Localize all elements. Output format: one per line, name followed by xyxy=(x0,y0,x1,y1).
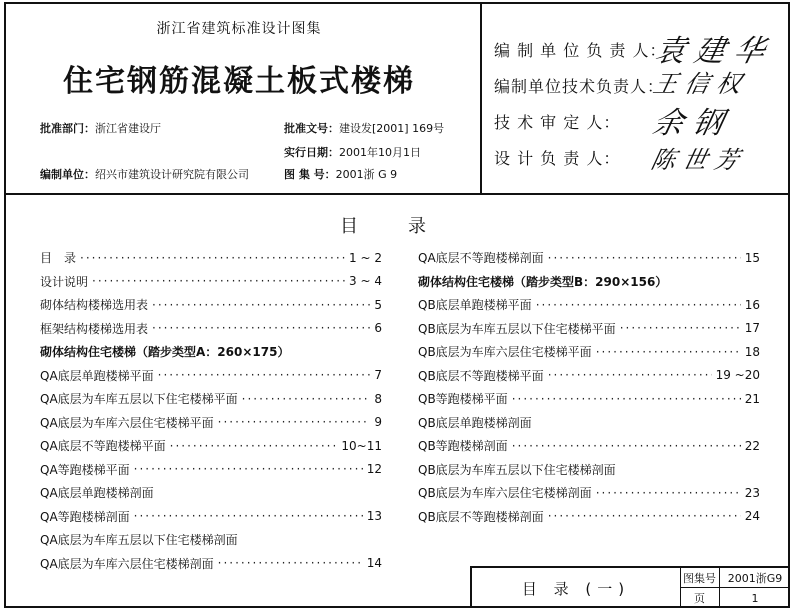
responsible-role: 设 计 负 责 人： xyxy=(494,149,621,168)
toc-right-column xyxy=(418,246,760,528)
toc-leader-dots xyxy=(80,251,345,265)
toc-entry xyxy=(40,411,382,435)
effective-date: 实行日期：2001年10月1日 xyxy=(284,146,421,159)
toc-leader-dots xyxy=(218,556,363,570)
toc-entry xyxy=(418,434,760,458)
atlas-number: 图 集 号：2001浙 G 9 xyxy=(284,168,398,181)
toc-page-number: 21 xyxy=(744,391,760,406)
toc-title: 目 xyxy=(340,216,360,237)
toc-entry xyxy=(40,317,382,341)
toc-page-number: 18 xyxy=(744,344,760,359)
toc-entry xyxy=(40,528,382,552)
toc-leader-dots xyxy=(596,486,741,500)
approval-dept: 批准部门：浙江省建设厅 xyxy=(40,122,161,135)
toc-entry-title: 设计说明 xyxy=(40,274,89,289)
toc-entry xyxy=(40,552,382,576)
toc-page-number: 17 xyxy=(744,321,760,336)
toc-entry-title: QB底层为车库六层住宅楼梯剖面 xyxy=(418,486,592,501)
toc-page-number: 13 xyxy=(366,509,382,524)
toc-entry-title: QB底层不等跑楼梯平面 xyxy=(418,368,544,383)
toc-entry-title: QA底层不等跑楼梯平面 xyxy=(40,439,166,454)
atlas-no-value: 2001浙G9 xyxy=(720,568,790,588)
toc-entry-title: QB底层单跑楼梯平面 xyxy=(418,298,532,313)
toc-leader-dots xyxy=(152,298,370,312)
toc-entry-title: QB等跑楼梯剖面 xyxy=(418,439,508,454)
toc-entry-title: QA底层为车库六层住宅楼梯平面 xyxy=(40,415,214,430)
toc-entry xyxy=(40,364,382,388)
responsible-role: 编 制 单 位 负 责 人： xyxy=(494,41,667,60)
toc-entry xyxy=(40,505,382,529)
toc-entry xyxy=(418,458,760,482)
toc-leader-dots xyxy=(536,298,741,312)
toc-leader-dots xyxy=(548,509,741,523)
toc-entry-title: 目 录 xyxy=(40,251,77,266)
toc-left-column xyxy=(40,246,382,575)
toc-entry-title: QB等跑楼梯平面 xyxy=(418,392,508,407)
signature: 余 钢 xyxy=(649,106,727,141)
toc-entry xyxy=(418,246,760,270)
responsible-role: 编制单位技术负责人： xyxy=(494,77,665,96)
atlas-series-name: 浙江省建筑标准设计图集 xyxy=(156,21,322,37)
toc-leader-dots xyxy=(596,345,741,359)
toc-entry-title: QA底层为车库六层住宅楼梯剖面 xyxy=(40,556,214,571)
toc-page-number: 7 xyxy=(374,368,382,383)
signature: 王 信 权 xyxy=(650,70,744,98)
toc-page-number: 19 ~20 xyxy=(715,368,760,383)
toc-entry-title: QA等跑楼梯平面 xyxy=(40,462,130,477)
toc-entry xyxy=(418,317,760,341)
toc-leader-dots xyxy=(134,462,363,476)
signature: 袁 建 华 xyxy=(651,34,769,69)
toc-page-number: 15 xyxy=(744,250,760,265)
toc-entry xyxy=(418,481,760,505)
toc-leader-dots xyxy=(158,368,371,382)
toc-entry-title: QA等跑楼梯剖面 xyxy=(40,509,130,524)
toc-leader-dots xyxy=(242,392,371,406)
toc-entry xyxy=(40,293,382,317)
responsible-role: 技 术 审 定 人： xyxy=(494,113,621,132)
toc-entry xyxy=(418,293,760,317)
toc-page-number: 3 ~ 4 xyxy=(349,274,382,289)
toc-leader-dots xyxy=(170,439,338,453)
toc-entry-title: 框架结构楼梯选用表 xyxy=(40,321,149,336)
toc-entry-title: QB底层为车库六层住宅楼梯平面 xyxy=(418,345,592,360)
toc-leader-dots xyxy=(548,251,741,265)
toc-leader-dots xyxy=(152,321,370,335)
toc-entry xyxy=(40,458,382,482)
toc-entry xyxy=(418,411,760,435)
toc-entry-title: 砌体结构楼梯选用表 xyxy=(40,298,149,313)
toc-page-number: 16 xyxy=(744,297,760,312)
toc-page-number: 23 xyxy=(744,485,760,500)
toc-entry xyxy=(418,364,760,388)
toc-entry xyxy=(418,387,760,411)
toc-leader-dots xyxy=(512,392,741,406)
toc-leader-dots xyxy=(92,274,345,288)
page-number: 1 xyxy=(751,591,759,605)
atlas-title: 住宅钢筋混凝土板式楼梯 xyxy=(63,64,415,99)
toc-section-heading xyxy=(40,340,382,364)
title-block xyxy=(470,566,790,608)
toc-entry xyxy=(40,481,382,505)
toc-title: 录 xyxy=(408,216,426,237)
toc-page-number: 1 ~ 2 xyxy=(349,250,382,265)
atlas-no-label: 图集号 xyxy=(680,568,720,588)
compiler-unit: 编制单位：绍兴市建筑设计研究院有限公司 xyxy=(40,168,249,181)
toc-page-number: 6 xyxy=(374,321,382,336)
toc-leader-dots xyxy=(512,439,741,453)
toc-leader-dots xyxy=(218,415,371,429)
toc-entry-title: QA底层单跑楼梯平面 xyxy=(40,368,154,383)
toc-entry xyxy=(40,270,382,294)
toc-entry-title: 砌体结构住宅楼梯（踏步类型A：260×175） xyxy=(40,345,290,360)
toc-entry-title: QB底层单跑楼梯剖面 xyxy=(418,415,532,430)
toc-entry-title: QB底层为车库五层以下住宅楼梯剖面 xyxy=(418,462,616,477)
toc-entry-title: QA底层为车库五层以下住宅楼梯平面 xyxy=(40,392,238,407)
toc-entry xyxy=(418,340,760,364)
toc-page-number: 5 xyxy=(374,297,382,312)
signature: 陈 世 芳 xyxy=(648,146,742,174)
toc-entry xyxy=(40,387,382,411)
toc-entry xyxy=(418,505,760,529)
toc-leader-dots xyxy=(134,509,363,523)
approval-doc: 批准文号：建设发[2001] 169号 xyxy=(284,122,445,135)
toc-entry-title: QB底层为车库五层以下住宅楼梯平面 xyxy=(418,321,616,336)
toc-entry-title: QB底层不等跑楼梯剖面 xyxy=(418,509,544,524)
toc-leader-dots xyxy=(620,321,741,335)
toc-entry-title: QA底层单跑楼梯剖面 xyxy=(40,486,154,501)
toc-page-number: 24 xyxy=(744,509,760,524)
header-divider xyxy=(4,193,790,195)
toc-entry-title: QA底层不等跑楼梯剖面 xyxy=(418,251,544,266)
toc-entry xyxy=(40,434,382,458)
toc-page-number: 14 xyxy=(366,556,382,571)
page-label: 页 xyxy=(680,588,720,608)
toc-page-number: 10~11 xyxy=(341,438,382,453)
toc-section-heading xyxy=(418,270,760,294)
toc-entry-title: 砌体结构住宅楼梯（踏步类型B：290×156） xyxy=(418,274,668,289)
toc-page-number: 12 xyxy=(366,462,382,477)
toc-page-number: 8 xyxy=(374,391,382,406)
sheet-name: 目 录 (一) xyxy=(472,568,681,608)
toc-page-number: 22 xyxy=(744,438,760,453)
toc-page-number: 9 xyxy=(374,415,382,430)
toc-leader-dots xyxy=(548,368,712,382)
toc-entry xyxy=(40,246,382,270)
toc-entry-title: QA底层为车库五层以下住宅楼梯剖面 xyxy=(40,533,238,548)
